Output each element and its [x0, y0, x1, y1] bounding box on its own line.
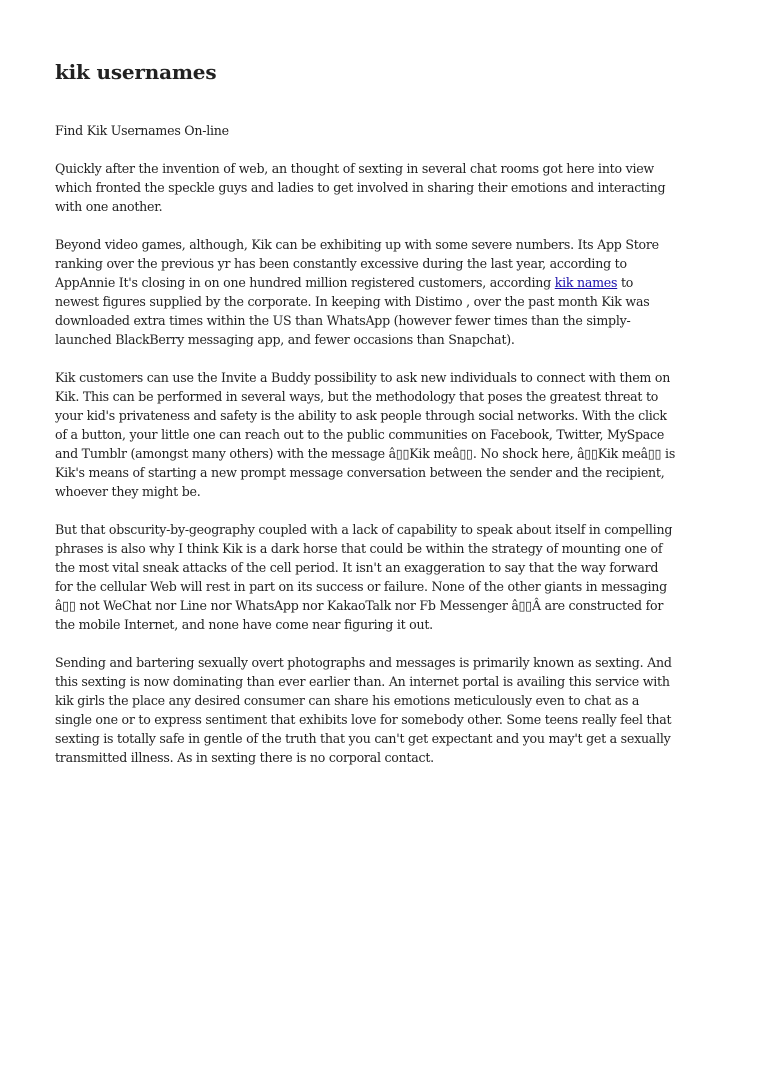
text-line: [55, 577, 735, 596]
paragraph: [55, 520, 735, 634]
text-segment: kik girls the place any desired consumer can share his emotions meticulously even to chat as a: [55, 693, 640, 708]
text-segment: launched BlackBerry messaging app, and fewer occasions than Snapchat).: [55, 332, 515, 347]
text-line: [55, 444, 735, 463]
text-line: [55, 368, 735, 387]
text-segment: this sexting is now dominating than ever earlier than. An internet portal is availing this service with: [55, 674, 670, 689]
text-segment: whoever they might be.: [55, 484, 201, 499]
text-line: [55, 197, 735, 216]
text-segment: AppAnnie It's closing in on one hundred million registered customers, according: [55, 275, 555, 290]
text-segment: Kik customers can use the Invite a Buddy possibility to ask new individuals to connect with them on: [55, 370, 671, 385]
text-segment: which fronted the speckle guys and ladies to get involved in sharing their emotions and interacting: [55, 180, 666, 195]
text-line: [55, 558, 735, 577]
text-segment: Kik. This can be performed in several ways, but the methodology that poses the greatest threat to: [55, 389, 659, 404]
text-line: [55, 254, 735, 273]
text-line: [55, 159, 735, 178]
text-line: [55, 235, 735, 254]
text-line: [55, 292, 735, 311]
text-segment: your kid's privateness and safety is the ability to ask people through social networks. With the click: [55, 408, 667, 423]
document-body: [55, 121, 735, 786]
text-line: [55, 653, 735, 672]
paragraph: [55, 121, 735, 140]
text-segment: to: [617, 275, 634, 290]
text-segment: Kik's means of starting a new prompt message conversation between the sender and the recipient,: [55, 465, 665, 480]
text-line: [55, 482, 735, 501]
text-line: [55, 273, 735, 292]
text-line: [55, 387, 735, 406]
text-segment: ranking over the previous yr has been constantly excessive during the last year, according to: [55, 256, 627, 271]
text-line: [55, 710, 735, 729]
text-line: [55, 672, 735, 691]
text-segment: with one another.: [55, 199, 163, 214]
page-title: kik usernames: [55, 60, 217, 84]
text-segment: But that obscurity-by-geography coupled with a lack of capability to speak about itself in compelling: [55, 522, 673, 537]
text-line: [55, 425, 735, 444]
text-line: [55, 330, 735, 349]
kik-names-link[interactable]: kik names: [554, 275, 618, 290]
text-line: [55, 748, 735, 767]
paragraph: [55, 235, 735, 349]
paragraph: [55, 368, 735, 501]
text-segment: newest figures supplied by the corporate. In keeping with Distimo , over the past month Kik was: [55, 294, 650, 309]
text-segment: the most vital sneak attacks of the cell period. It isn't an exaggeration to say that the way forward: [55, 560, 659, 575]
text-line: [55, 539, 735, 558]
text-segment: phrases is also why I think Kik is a dark horse that could be within the strategy of mounting one of: [55, 541, 663, 556]
text-line: [55, 615, 735, 634]
text-segment: and Tumblr (amongst many others) with the message â▯▯Kik meâ▯▯. No shock here, â▯▯Kik meâ▯▯ is: [55, 446, 676, 461]
text-segment: Beyond video games, although, Kik can be exhibiting up with some severe numbers. Its App Store: [55, 237, 659, 252]
text-line: [55, 691, 735, 710]
text-segment: of a button, your little one can reach out to the public communities on Facebook, Twitter, MySpace: [55, 427, 665, 442]
text-line: [55, 311, 735, 330]
paragraph: [55, 159, 735, 216]
text-segment: sexting is totally safe in gentle of the truth that you can't get expectant and you may't get a sexually: [55, 731, 671, 746]
text-segment: single one or to express sentiment that exhibits love for somebody other. Some teens really feel that: [55, 712, 672, 727]
text-line: [55, 596, 735, 615]
text-segment: downloaded extra times within the US than WhatsApp (however fewer times than the simply-: [55, 313, 631, 328]
text-segment: â▯▯ not WeChat nor Line nor WhatsApp nor KakaoTalk nor Fb Messenger â▯▯Â are constructed for: [55, 598, 664, 613]
text-segment: Quickly after the invention of web, an thought of sexting in several chat rooms got here into view: [55, 161, 654, 176]
text-line: [55, 178, 735, 197]
text-line: [55, 121, 735, 140]
text-segment: transmitted illness. As in sexting there is no corporal contact.: [55, 750, 434, 765]
text-line: [55, 406, 735, 425]
text-segment: for the cellular Web will rest in part on its success or failure. None of the other giants in messaging: [55, 579, 667, 594]
text-line: [55, 729, 735, 748]
text-segment: Sending and bartering sexually overt photographs and messages is primarily known as sexting. And: [55, 655, 672, 670]
text-line: [55, 520, 735, 539]
paragraph: [55, 653, 735, 767]
text-line: [55, 463, 735, 482]
text-segment: Find Kik Usernames On-line: [55, 123, 229, 138]
text-segment: the mobile Internet, and none have come near figuring it out.: [55, 617, 433, 632]
